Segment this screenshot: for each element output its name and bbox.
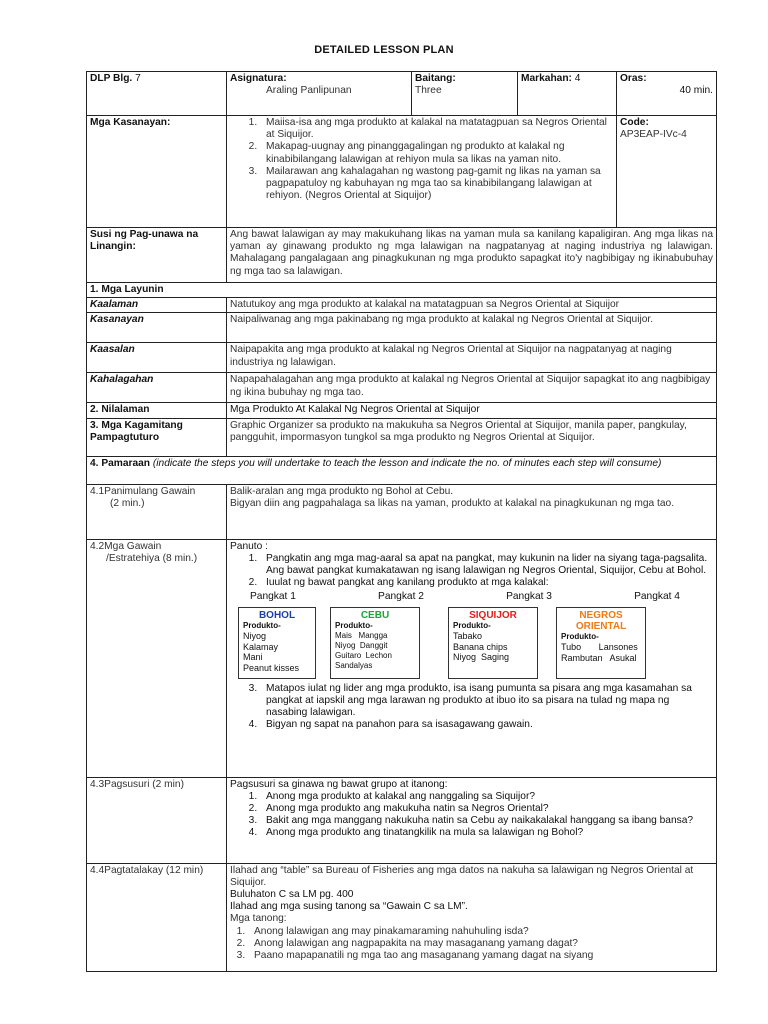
step41-line: Bigyan diin ang pagpahalaga sa likas na yaman, produkto at kalakal na pinagkukunan ng mga tao. — [230, 497, 675, 509]
nilalaman-text: Mga Produkto At Kalakal Ng Negros Oriental at Siquijor — [227, 403, 717, 418]
kagamitan-text: Graphic Organizer sa produkto na makukuha sa Negros Oriental at Siquijor, manila paper, pangkulay, pangguhit, impormasyon tungkol sa mga produkto ng Negros Oriental at Siquijor. — [227, 418, 717, 456]
box-heading: CEBU — [360, 609, 390, 621]
step44-list — [230, 926, 713, 963]
code-cell — [617, 116, 717, 228]
box-item: Peanut kisses — [243, 662, 300, 673]
box-heading: SIQUIJOR — [469, 609, 517, 621]
step41-label: 4.1Panimulang Gawain — [90, 485, 196, 497]
oras-cell — [617, 72, 717, 116]
pangkat-label: Pangkat 2 — [378, 591, 424, 603]
dlp-label: DLP Blg. — [90, 73, 133, 84]
list-item: 1. Maiisa-isa ang mga produkto at kalakal na matatagpuan sa Negros Oriental at Siquijor. — [260, 117, 613, 141]
kaasalan-text: Naipapakita ang mga produkto at kalakal ng Negros Oriental at Siquijor na nagpatanyag at naging industriya ng lalawigan. — [227, 343, 717, 373]
layunin-heading: 1. Mga Layunin — [87, 283, 717, 298]
step41-content — [227, 484, 717, 539]
kasanayan-label: Mga Kasanayan: — [87, 116, 227, 228]
dlp-cell — [87, 72, 227, 116]
kasanayan-obj-text: Naipaliwanag ang mga pakinabang ng mga produkto at kalakal ng Negros Oriental at Siquijor. — [227, 313, 717, 343]
box-item: Banana chips — [453, 641, 508, 652]
list-item: 2. Anong mga produkto ang makukuha natin sa Negros Oriental? — [260, 803, 713, 815]
code-label: Code: — [620, 117, 649, 128]
step41-line: Balik-aralan ang mga produkto ng Bohol at Cebu. — [230, 485, 454, 497]
box-item: Niyog Danggit — [335, 640, 388, 650]
box-item: Kalamay — [243, 641, 279, 652]
list-item: 2. Anong lalawigan ang nagpapakita na may masaganang yamang dagat? — [248, 938, 713, 950]
kasanayan-obj-label: Kasanayan — [87, 313, 227, 343]
kagamitan-label: 3. Mga Kagamitang Pampagtuturo — [87, 418, 227, 456]
asignatura-cell — [227, 72, 412, 116]
box-produkto-label: Produkto- — [561, 631, 599, 641]
step42-label: 4.2Mga Gawain — [90, 540, 162, 552]
kasanayan-list — [230, 117, 613, 202]
step43-content — [227, 777, 717, 863]
box-heading: NEGROS ORIENTAL — [575, 609, 627, 632]
pangkat-label: Pangkat 1 — [250, 591, 296, 603]
list-item: 3. Bakit ang mga manggang nakukuha natin sa Cebu ay naikakalakal hanggang sa ibang bansa? — [260, 815, 713, 827]
step43-intro: Pagsusuri sa ginawa ng bawat grupo at itanong: — [230, 778, 448, 790]
step44-line: Mga tanong: — [230, 913, 287, 925]
step42-label-cell — [87, 539, 227, 777]
box-item: Tubo Lansones — [561, 642, 638, 653]
list-item: 2. Makapag-uugnay ang pinanggagalingan ng produkto at kalakal ng kinabibilangang lalawigan at rehiyon mula sa likas na yaman nito. — [260, 141, 613, 165]
step44-line: Ilahad ang “table” sa Bureau of Fisheries ang mga datos na nakuha sa lalawigan ng Negros Oriental at Siquijor. — [230, 864, 694, 888]
dlp-value: 7 — [135, 73, 141, 84]
document-title: DETAILED LESSON PLAN — [314, 44, 454, 56]
cebu-box — [330, 607, 420, 679]
kasanayan-cell — [227, 116, 617, 228]
list-item: 1. Pangkatin ang mga mag-aaral sa apat na pangkat, may kukunin na lider na siyang taga-pagsalita. Ang bawat pangkat kumakatawan ng isang lalawigan ng Negros Oriental, Siquijor, Cebu at Bohol. — [260, 553, 713, 577]
list-item: 2. Iuulat ng bawat pangkat ang kanilang produkto at mga kalakal: — [260, 577, 713, 589]
lesson-plan-table — [86, 71, 717, 972]
step44-line: Ilahad ang mga susing tanong sa “Gawain C sa LM”. — [230, 901, 468, 913]
kaasalan-label: Kaasalan — [87, 343, 227, 373]
oras-value: 40 min. — [679, 85, 713, 97]
bohol-box — [238, 607, 316, 679]
box-item: Guitaro Lechon — [335, 650, 392, 660]
box-produkto-label: Produkto- — [243, 620, 281, 630]
baitang-label: Baitang: — [415, 73, 456, 84]
code-value: AP3EAP-IVc-4 — [620, 129, 687, 141]
markahan-label: Markahan: — [521, 73, 572, 84]
box-item: Mais Mangga — [335, 630, 388, 640]
step42-content — [227, 539, 717, 777]
box-item: Mani — [243, 652, 263, 663]
markahan-value: 4 — [574, 73, 581, 84]
box-heading: BOHOL — [258, 609, 296, 621]
pangkat-label: Pangkat 3 — [506, 591, 552, 603]
kaalaman-label: Kaalaman — [87, 298, 227, 313]
kaalaman-text: Natutukoy ang mga produkto at kalakal na matatagpuan sa Negros Oriental at Siquijor — [227, 298, 717, 313]
step42-list-a — [230, 553, 713, 590]
box-produkto-label: Produkto- — [453, 620, 491, 630]
step41-time: (2 min.) — [110, 497, 145, 509]
panuto-label: Panuto : — [230, 540, 268, 552]
pangkat-labels — [230, 591, 680, 603]
nilalaman-label: 2. Nilalaman — [87, 403, 227, 418]
susi-text: Ang bawat lalawigan ay may makukuhang likas na yaman mula sa kanilang kapaligiran. Ang mga likas na yaman ay ginawang produkto ng mga lalawigan na nagpatanyag at naging industriya ng lalawigan. Mahalagang pangalagaan ang pinagkukunan ng mga produkto sapagkat ito'y nagbibigay ng ikinabubuhay ng mga tao sa lalawigan. — [227, 228, 717, 283]
pamaraan-label: 4. Pamaraan — [90, 457, 151, 469]
baitang-value: Three — [415, 85, 442, 97]
box-item: Rambutan Asukal — [561, 652, 637, 663]
list-item: 1. Anong lalawigan ang may pinakamaraming nahuhuling isda? — [248, 926, 713, 938]
pamaraan-note: (indicate the steps you will undertake to teach the lesson and indicate the no. of minutes each step will consume) — [152, 457, 662, 469]
box-produkto-label: Produkto- — [335, 620, 373, 630]
box-item: Sandalyas — [335, 660, 373, 670]
pangkat-label: Pangkat 4 — [634, 591, 680, 603]
list-item: 3. Paano mapapanatili ng mga tao ang masaganang yamang dagat na siyang — [248, 950, 713, 962]
step42-label2: /Estratehiya (8 min.) — [106, 552, 198, 564]
step44-label: 4.4Pagtatalakay (12 min) — [87, 863, 227, 971]
baitang-cell — [412, 72, 518, 116]
pamaraan-cell — [87, 456, 717, 484]
step44-line: Buluhaton C sa LM pg. 400 — [230, 889, 354, 901]
list-item: 3. Matapos iulat ng lider ang mga produkto, isa isang pumunta sa pisara ang mga kasamahan sa pangkat at iapskil ang mga larawan ng produkto at ibuo ito sa pisara na tulad ng mapa ng nasabing lalawigan. — [260, 683, 713, 720]
list-item: 4. Anong mga produkto ang tinatangkilik na mula sa lalawigan ng Bohol? — [260, 827, 713, 839]
kahalagahan-text: Napapahalagahan ang mga produkto at kalakal ng Negros Oriental at Siquijor sapagkat ito ang nagbibigay ng ikina bubuhay ng mga tao. — [227, 373, 717, 403]
negros-oriental-box — [556, 607, 646, 679]
step44-content — [227, 863, 717, 971]
siquijor-box — [448, 607, 538, 679]
kahalagahan-label: Kahalagahan — [87, 373, 227, 403]
step41-label-cell — [87, 484, 227, 539]
step42-list-b — [230, 683, 713, 732]
oras-label: Oras: — [620, 73, 647, 84]
box-item: Tabako — [453, 631, 483, 642]
list-item: 1. Anong mga produkto at kalakal ang nanggaling sa Siquijor? — [260, 791, 713, 803]
box-item: Niyog — [243, 631, 267, 642]
markahan-cell — [518, 72, 617, 116]
asignatura-value: Araling Panlipunan — [266, 85, 352, 97]
list-item: 3. Mailarawan ang kahalagahan ng wastong pag-gamit ng likas na yaman sa pagpapatuloy ng kabuhayan ng mga tao sa kinabibilangang lalawigan at rehiyon. (Negros Oriental at Siquijor) — [260, 166, 613, 203]
step43-list — [230, 791, 713, 840]
step43-label: 4.3Pagsusuri (2 min) — [87, 777, 227, 863]
box-item: Niyog Saging — [453, 652, 510, 663]
list-item: 4. Bigyan ng sapat na panahon para sa isasagawang gawain. — [260, 719, 713, 731]
susi-label: Susi ng Pag-unawa na Linangin: — [87, 228, 227, 283]
asignatura-label: Asignatura: — [230, 73, 287, 84]
group-boxes — [230, 607, 713, 683]
